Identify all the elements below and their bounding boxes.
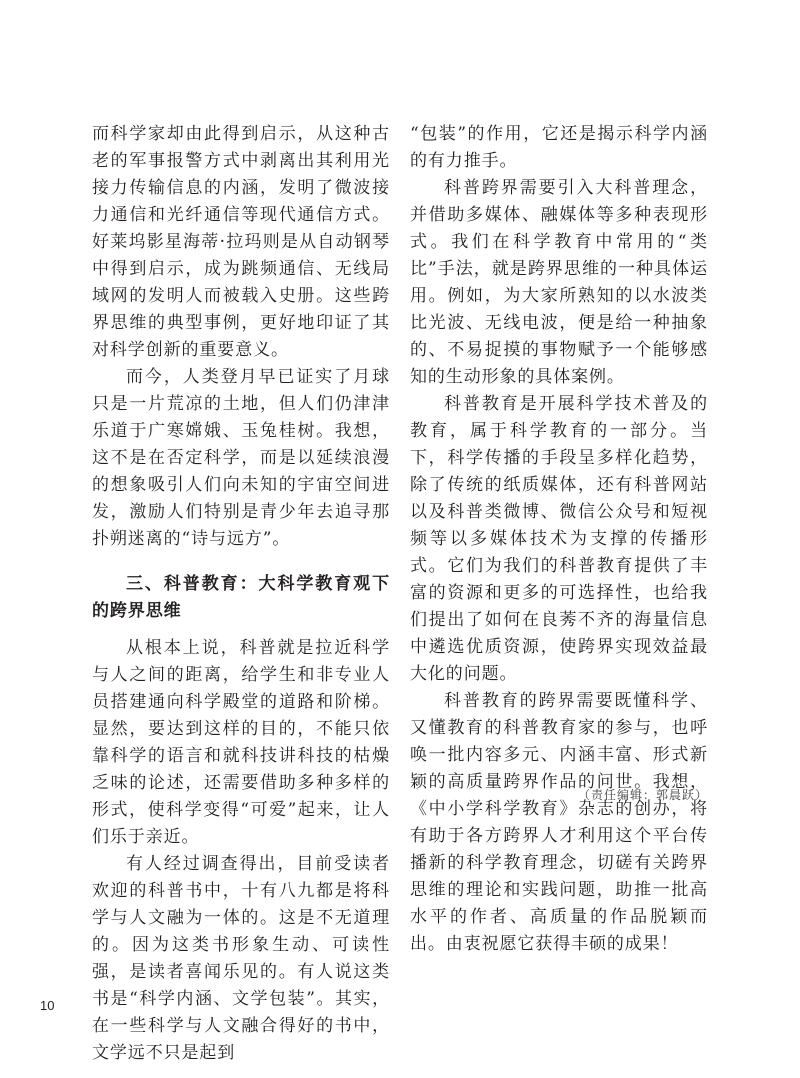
- section-heading: 三、科普教育：大科学教育观下的跨界思维: [92, 574, 390, 621]
- right-column: [410, 121, 708, 958]
- body-paragraph: “包装”的作用，它还是揭示科学内涵的有力推手。: [410, 124, 708, 171]
- left-column: [92, 121, 390, 1067]
- body-paragraph: 从根本上说，科普就是拉近科学与人之间的距离，给学生和非专业人员搭建通向科学殿堂的道路和阶梯。显然，要达到这样的目的，不能只依靠科学的语言和就科技讲科技的枯燥乏味的论述，还需要借助多种多样的形式，使科学变得“可爱”起来，让人们乐于亲近。: [92, 638, 390, 847]
- body-paragraph: 而科学家却由此得到启示，从这种古老的军事报警方式中剥离出其利用光接力传输信息的内涵，发明了微波接力通信和光纤通信等现代通信方式。好莱坞影星海蒂·拉玛则是从自动钢琴中得到启示，成为跳频通信、无线局域网的发明人而被载入史册。这些跨界思维的典型事例，更好地印证了其对科学创新的重要意义。: [92, 124, 390, 360]
- body-paragraph: 有人经过调查得出，目前受读者欢迎的科普书中，十有八九都是将科学与人文融为一体的。这是不无道理的。因为这类书形象生动、可读性强，是读者喜闻乐见的。有人说这类书是“科学内涵、文学包装”。其实，在一些科学与人文融合得好的书中，文学远不只是起到: [92, 854, 390, 1063]
- body-paragraph: 而今，人类登月早已证实了月球只是一片荒凉的土地，但人们仍津津乐道于广寒嫦娥、玉兔桂树。我想，这不是在否定科学，而是以延续浪漫的想象吸引人们向未知的宇宙空间进发，激励人们特别是青少年去追寻那扑朔迷离的“诗与远方”。: [92, 367, 390, 549]
- page-number: 10: [40, 998, 55, 1013]
- editor-credit: （责任编辑：郭晨跃）: [577, 788, 708, 802]
- body-paragraph: 科普教育的跨界需要既懂科学、又懂教育的科普教育家的参与，也呼唤一批内容多元、内涵丰富、形式新颖的高质量跨界作品的问世。我想，《中小学科学教育》杂志的创办，将有助于各方跨界人才利用这个平台传播新的科学教育理念，切磋有关跨界思维的理论和实践问题，助推一批高水平的作者、高质量的作品脱颖而出。由衷祝愿它获得丰硕的成果！: [410, 691, 708, 954]
- body-paragraph: 科普教育是开展科学技术普及的教育，属于科学教育的一部分。当下，科学传播的手段呈多样化趋势，除了传统的纸质媒体，还有科普网站以及科普类微博、微信公众号和短视频等以多媒体技术为支撑的传播形式。它们为我们的科普教育提供了丰富的资源和更多的可选择性，也给我们提出了如何在良莠不齐的海量信息中遴选优质资源，使跨界实现效益最大化的问题。: [410, 394, 708, 684]
- body-paragraph: 科普跨界需要引入大科普理念，并借助多媒体、融媒体等多种表现形式。我们在科学教育中常用的“类比”手法，就是跨界思维的一种具体运用。例如，为大家所熟知的以水波类比光波、无线电波，便是给一种抽象的、不易捉摸的事物赋予一个能够感知的生动形象的具体案例。: [410, 178, 708, 387]
